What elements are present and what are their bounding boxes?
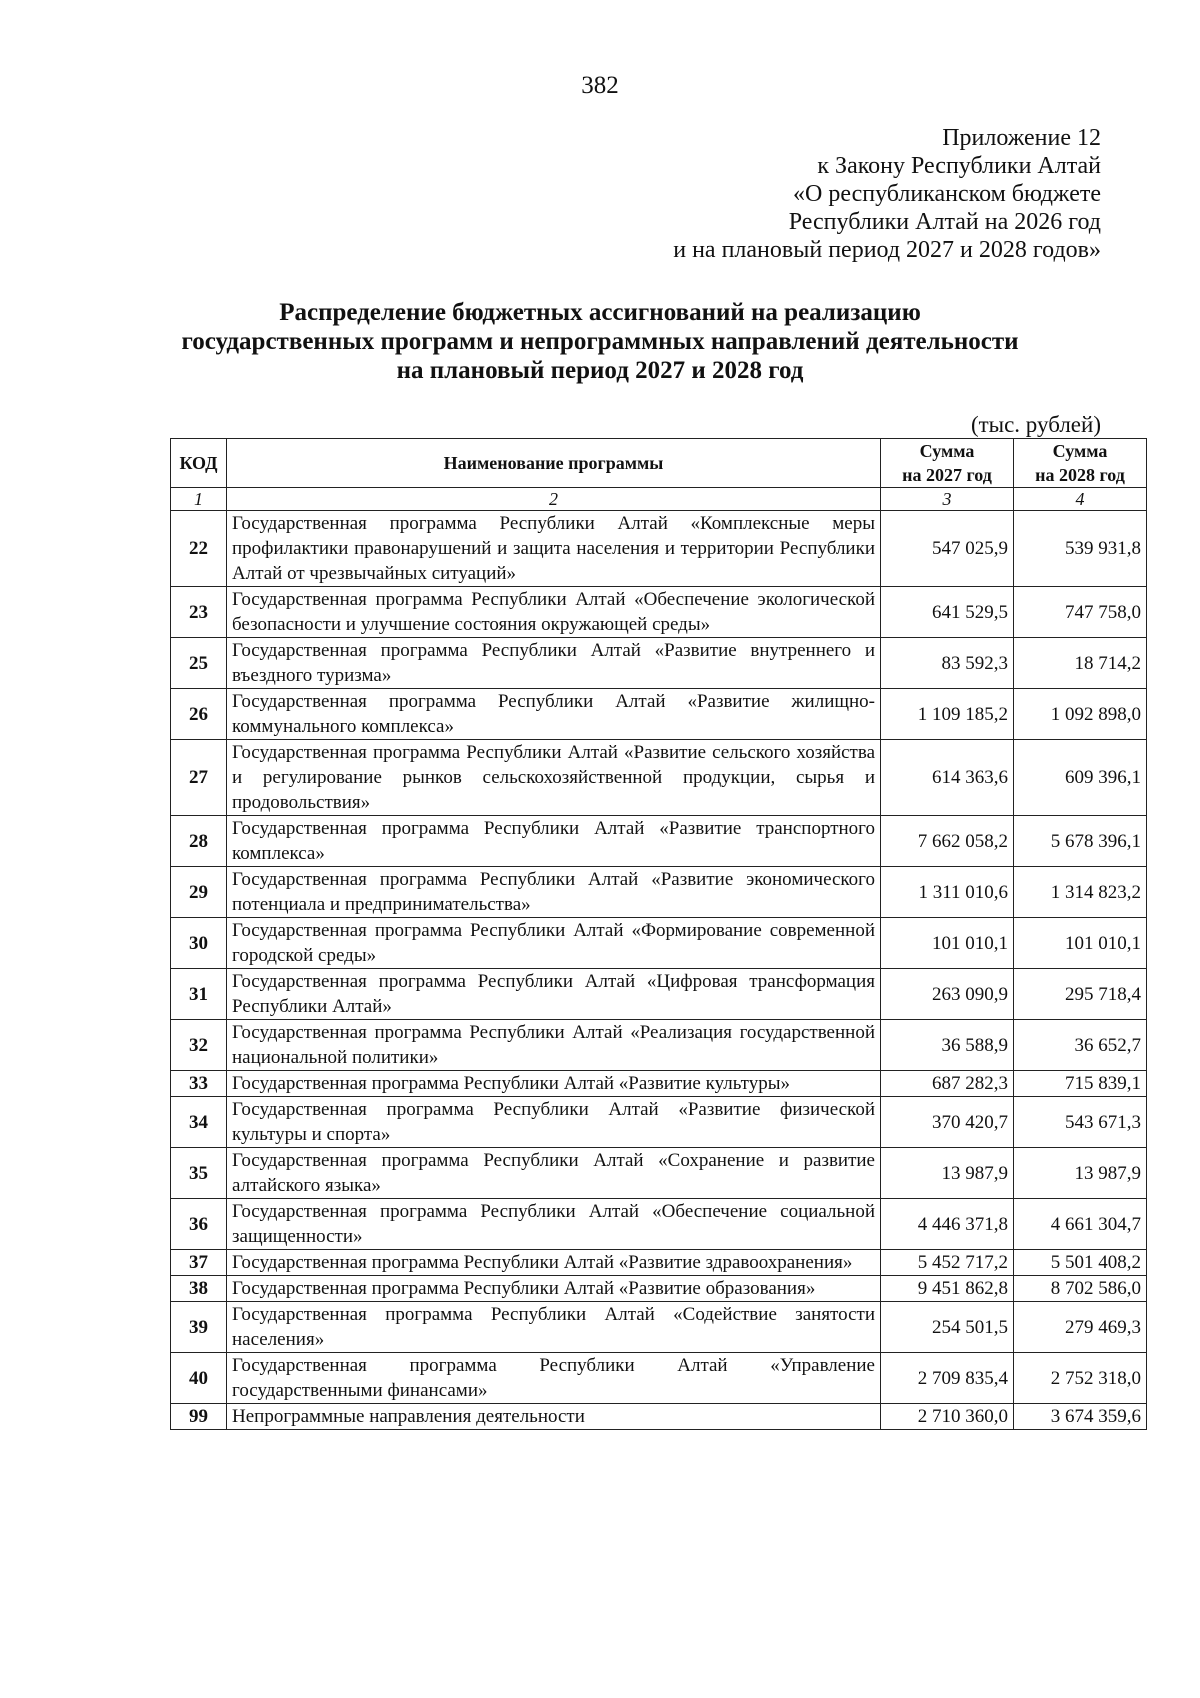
row-sum-2028: 715 839,1	[1014, 1071, 1147, 1097]
row-sum-2028: 18 714,2	[1014, 638, 1147, 689]
row-sum-2027: 1 109 185,2	[881, 689, 1014, 740]
row-sum-2028: 1 314 823,2	[1014, 867, 1147, 918]
row-code: 23	[171, 587, 227, 638]
row-sum-2027: 101 010,1	[881, 918, 1014, 969]
row-code: 99	[171, 1404, 227, 1430]
column-number: 1	[171, 488, 227, 511]
row-sum-2028: 5 678 396,1	[1014, 816, 1147, 867]
row-sum-2027: 36 588,9	[881, 1020, 1014, 1071]
header-sum-2027-line2: на 2027 год	[902, 465, 992, 485]
row-sum-2028: 747 758,0	[1014, 587, 1147, 638]
row-sum-2028: 295 718,4	[1014, 969, 1147, 1020]
row-sum-2028: 8 702 586,0	[1014, 1276, 1147, 1302]
table-row	[171, 1302, 1147, 1353]
row-program-name: Государственная программа Республики Алтай «Развитие культуры»	[227, 1071, 881, 1097]
column-number: 4	[1014, 488, 1147, 511]
row-program-name: Государственная программа Республики Алтай «Развитие физической культуры и спорта»	[227, 1097, 881, 1148]
row-sum-2027: 1 311 010,6	[881, 867, 1014, 918]
row-program-name: Государственная программа Республики Алтай «Обеспечение экологической безопасности и улучшение состояния окружающей среды»	[227, 587, 881, 638]
row-program-name: Государственная программа Республики Алтай «Формирование современной городской среды»	[227, 918, 881, 969]
row-program-name: Государственная программа Республики Алтай «Управление государственными финансами»	[227, 1353, 881, 1404]
row-program-name: Государственная программа Республики Алтай «Реализация государственной национальной политики»	[227, 1020, 881, 1071]
row-sum-2028: 3 674 359,6	[1014, 1404, 1147, 1430]
title-line: государственных программ и непрограммных направлений деятельности	[181, 328, 1019, 355]
row-program-name: Государственная программа Республики Алтай «Развитие жилищно-коммунального комплекса»	[227, 689, 881, 740]
header-sum-2027-line1: Сумма	[919, 441, 975, 461]
row-sum-2027: 83 592,3	[881, 638, 1014, 689]
row-code: 33	[171, 1071, 227, 1097]
row-sum-2027: 641 529,5	[881, 587, 1014, 638]
title-line: на плановый период 2027 и 2028 год	[396, 357, 804, 384]
row-sum-2027: 4 446 371,8	[881, 1199, 1014, 1250]
row-sum-2027: 2 709 835,4	[881, 1353, 1014, 1404]
row-sum-2028: 5 501 408,2	[1014, 1250, 1147, 1276]
row-program-name: Государственная программа Республики Алтай «Развитие экономического потенциала и предпринимательства»	[227, 867, 881, 918]
row-code: 40	[171, 1353, 227, 1404]
row-code: 25	[171, 638, 227, 689]
table-row	[171, 1250, 1147, 1276]
table-row	[171, 816, 1147, 867]
row-sum-2027: 2 710 360,0	[881, 1404, 1014, 1430]
column-number-row	[171, 488, 1147, 511]
table-row	[171, 1148, 1147, 1199]
row-sum-2028: 1 092 898,0	[1014, 689, 1147, 740]
annex-block	[673, 124, 1101, 264]
row-sum-2028: 101 010,1	[1014, 918, 1147, 969]
budget-table	[170, 438, 1147, 1430]
table-row	[171, 587, 1147, 638]
table-body	[171, 511, 1147, 1430]
row-sum-2027: 5 452 717,2	[881, 1250, 1014, 1276]
title-line: Распределение бюджетных ассигнований на реализацию	[279, 299, 921, 326]
row-sum-2027: 13 987,9	[881, 1148, 1014, 1199]
row-program-name: Государственная программа Республики Алтай «Комплексные меры профилактики правонарушений и защита населения и территории Республики Алтай от чрезвычайных ситуаций»	[227, 511, 881, 587]
row-code: 38	[171, 1276, 227, 1302]
table-row	[171, 1199, 1147, 1250]
table-row	[171, 918, 1147, 969]
table-row	[171, 1404, 1147, 1430]
table-row	[171, 969, 1147, 1020]
table-row	[171, 1353, 1147, 1404]
row-code: 39	[171, 1302, 227, 1353]
row-program-name: Государственная программа Республики Алтай «Обеспечение социальной защищенности»	[227, 1199, 881, 1250]
row-sum-2027: 263 090,9	[881, 969, 1014, 1020]
header-sum-2027	[881, 439, 1014, 488]
table-row	[171, 638, 1147, 689]
column-number: 2	[227, 488, 881, 511]
row-sum-2028: 609 396,1	[1014, 740, 1147, 816]
row-sum-2027: 9 451 862,8	[881, 1276, 1014, 1302]
table-row	[171, 867, 1147, 918]
row-program-name: Государственная программа Республики Алтай «Развитие здравоохранения»	[227, 1250, 881, 1276]
table-row	[171, 740, 1147, 816]
row-code: 37	[171, 1250, 227, 1276]
annex-line: Приложение 12	[942, 125, 1101, 151]
header-sum-2028	[1014, 439, 1147, 488]
table-row	[171, 511, 1147, 587]
row-sum-2028: 2 752 318,0	[1014, 1353, 1147, 1404]
header-sum-2028-line2: на 2028 год	[1035, 465, 1125, 485]
column-number: 3	[881, 488, 1014, 511]
row-code: 29	[171, 867, 227, 918]
row-program-name: Государственная программа Республики Алтай «Содействие занятости населения»	[227, 1302, 881, 1353]
table-row	[171, 1020, 1147, 1071]
row-program-name: Государственная программа Республики Алтай «Развитие образования»	[227, 1276, 881, 1302]
row-code: 26	[171, 689, 227, 740]
row-program-name: Государственная программа Республики Алтай «Развитие внутреннего и въездного туризма»	[227, 638, 881, 689]
row-sum-2028: 279 469,3	[1014, 1302, 1147, 1353]
row-sum-2027: 7 662 058,2	[881, 816, 1014, 867]
row-code: 31	[171, 969, 227, 1020]
row-code: 36	[171, 1199, 227, 1250]
row-sum-2027: 614 363,6	[881, 740, 1014, 816]
row-code: 35	[171, 1148, 227, 1199]
row-code: 34	[171, 1097, 227, 1148]
page-number: 382	[581, 72, 619, 99]
table-row	[171, 1097, 1147, 1148]
header-code: КОД	[171, 439, 227, 488]
row-program-name: Государственная программа Республики Алтай «Развитие сельского хозяйства и регулирование рынков сельскохозяйственной продукции, сырья и продовольствия»	[227, 740, 881, 816]
row-sum-2027: 687 282,3	[881, 1071, 1014, 1097]
table-row	[171, 689, 1147, 740]
annex-line: к Закону Республики Алтай	[817, 153, 1101, 179]
row-code: 32	[171, 1020, 227, 1071]
table-row	[171, 1071, 1147, 1097]
row-program-name: Государственная программа Республики Алтай «Развитие транспортного комплекса»	[227, 816, 881, 867]
annex-line: и на плановый период 2027 и 2028 годов»	[673, 237, 1101, 263]
document-title	[0, 298, 1200, 385]
table-row	[171, 1276, 1147, 1302]
row-sum-2028: 539 931,8	[1014, 511, 1147, 587]
row-sum-2028: 4 661 304,7	[1014, 1199, 1147, 1250]
units-label: (тыс. рублей)	[970, 412, 1101, 437]
row-sum-2027: 547 025,9	[881, 511, 1014, 587]
row-sum-2028: 13 987,9	[1014, 1148, 1147, 1199]
row-sum-2027: 254 501,5	[881, 1302, 1014, 1353]
header-name: Наименование программы	[227, 439, 881, 488]
row-code: 28	[171, 816, 227, 867]
row-code: 30	[171, 918, 227, 969]
row-program-name: Непрограммные направления деятельности	[227, 1404, 881, 1430]
row-sum-2027: 370 420,7	[881, 1097, 1014, 1148]
row-sum-2028: 543 671,3	[1014, 1097, 1147, 1148]
row-code: 27	[171, 740, 227, 816]
row-program-name: Государственная программа Республики Алтай «Сохранение и развитие алтайского языка»	[227, 1148, 881, 1199]
row-sum-2028: 36 652,7	[1014, 1020, 1147, 1071]
header-sum-2028-line1: Сумма	[1052, 441, 1108, 461]
header-row	[171, 439, 1147, 488]
row-code: 22	[171, 511, 227, 587]
annex-line: Республики Алтай на 2026 год	[788, 209, 1101, 235]
annex-line: «О республиканском бюджете	[792, 181, 1101, 207]
row-program-name: Государственная программа Республики Алтай «Цифровая трансформация Республики Алтай»	[227, 969, 881, 1020]
